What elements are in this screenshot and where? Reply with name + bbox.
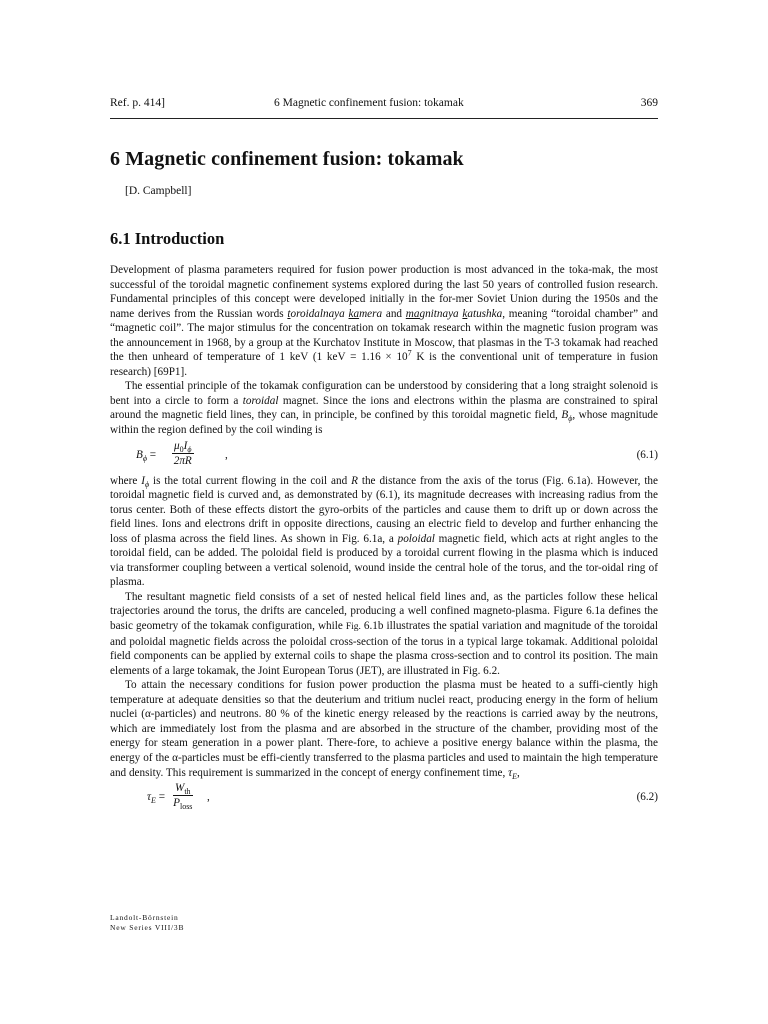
equals-sign: = [146, 448, 157, 461]
paragraph-5 [110, 678, 658, 780]
math-subscript: E [151, 796, 156, 806]
fraction-denominator: 2πR [173, 454, 192, 467]
publisher-footer [110, 913, 184, 932]
paragraph-3 [110, 474, 658, 590]
underlined-letters: t [287, 307, 291, 320]
text-run: gnitnaya [419, 307, 463, 320]
math-subscript: ϕ [144, 479, 150, 489]
math-symbol: B [136, 448, 143, 461]
fraction-denominator [173, 796, 193, 810]
math-symbol: I [183, 439, 188, 452]
equation-lhs [136, 448, 156, 463]
body-text [110, 263, 658, 816]
underlined-letters: k [462, 307, 468, 320]
paragraph-2 [110, 379, 658, 437]
fraction-numerator [172, 440, 194, 454]
math-symbol: P [173, 797, 180, 810]
equation-6-2 [110, 780, 658, 816]
russian-word-magnitnaya-katushka [406, 308, 502, 320]
text-run: The essential principle of the tokamak configuration can be understood by considering that a long straight solenoid is bent into a circle to form a [110, 380, 658, 407]
equation-fraction [173, 782, 193, 810]
text-run: K is the conventional unit of temperature in fusion research) [69P1]. [110, 351, 658, 378]
section-title: 6.1 Introduction [110, 229, 225, 248]
text-run: atushka [467, 307, 503, 320]
math-subscript: loss [179, 802, 193, 812]
header-chapter-title: 6 Magnetic confinement fusion: tokamak [274, 97, 464, 109]
text-run: , whose magnitude within the region defined by the coil winding is [110, 409, 658, 437]
text-run: The resultant magnetic field consists of a set of nested helical field lines and, as the particles follow these helical trajectories around the torus, the drifts are canceled, producing a well confined magneto-plasma. Figure 6.1a defines the basic geometry of the tokamak configuration, while [110, 590, 658, 633]
text-run: To attain the necessary conditions for fusion power production the plasma must be heated to a suffi-ciently high temperature at adequate densities so that the deuterium and tritium nuclei react, producing energy in the form of helium nuclei (α-particles) and neutrons. 80 % of the kinetic energy released by the reactions is carried away by the neutrons, which are immediately lost from the plasma and are absorbed in the structure of the chamber, providing most of the energy for steam generation in a power plant. There-fore, to achieve a positive energy balance within the plasma, the energy of the α-particles must be effi-ciently transferred to the plasma particles and used to maintain the high temperature and density. This requirement is summarized in the concept of energy confinement time, [110, 679, 658, 779]
equals-sign: = [155, 791, 166, 804]
page-number: 369 [640, 97, 658, 109]
math-subscript: ϕ [187, 444, 192, 454]
chapter-author: [D. Campbell] [125, 185, 192, 197]
text-run: oroidalnaya [290, 307, 349, 320]
text-run: the distance from the axis of the torus (Fig. 6.1a). However, the toroidal magnetic field is curved and, as demonstrated by (6.1), its magnitude decreases with increasing radius from the torus center. Both of these effects distort the gyro-orbits of the particles and cause them to drift up or down across the field lines. Ions and electrons drift in opposite directions, causing an electric field to develop and further enhancing the loss of plasma across the field lines. As shown in Fig. 6.1a, a [110, 474, 658, 545]
equation-comma: , [225, 448, 228, 461]
math-symbol: τ [147, 791, 152, 804]
chapter-title: 6 Magnetic confinement fusion: tokamak [110, 148, 464, 170]
text-run: is the total current flowing in the coil and [149, 474, 352, 487]
running-header [110, 97, 658, 113]
text-run: where [110, 474, 142, 487]
paragraph-4 [110, 590, 658, 678]
equation-number: (6.1) [636, 448, 658, 461]
header-rule [110, 118, 658, 119]
russian-word-toroidalnaya-kamera [287, 308, 382, 320]
underlined-letters: ma [405, 307, 420, 320]
underlined-letters: ka [348, 307, 360, 320]
math-symbol: W [175, 782, 185, 795]
fraction-numerator [173, 782, 193, 796]
text-run: , meaning “toroidal chamber” and “magnetic coil”. The major stimulus for the concentration on tokamak research within the magnetic fusion program was the announcement in 1968, by a group at the Kurchatov Institute in Moscow, that plasmas in the T-3 tokamak had reached the then unheard of temperature of 1 keV (1 keV = 1.16 × 10 [110, 307, 659, 364]
math-subscript: ϕ [142, 453, 147, 463]
equation-fraction [172, 440, 194, 468]
text-run: and [382, 307, 406, 320]
math-subscript: th [184, 787, 191, 797]
text-run: magnet. Since the ions and electrons within the plasma are constrained to spiral around the magnetic field lines, they can, in principle, be confined by this toroidal magnetic field, [110, 394, 658, 422]
text-run: magnetic field, which acts at right angles to the toroidal field, can be added. The poloidal field is produced by a toroidal current flowing in the plasma which is induced via transformer coupling between a vertical solenoid, wound inside the central hole of the torus, and the tor-oidal ring of plasma. [110, 532, 658, 589]
math-subscript: 0 [179, 444, 184, 454]
figure-reference-small: Fig. [345, 622, 361, 633]
italic-term: toroidal [242, 394, 279, 407]
italic-term: poloidal [397, 532, 435, 545]
text-run: , [517, 766, 520, 779]
equation-number: (6.2) [636, 791, 658, 804]
equation-lhs [147, 790, 165, 805]
math-symbol: R [351, 474, 358, 487]
math-symbol: B [561, 409, 569, 422]
equation-6-1 [110, 438, 658, 474]
footer-line-2: New Series VIII/3B [110, 922, 185, 932]
equation-comma: , [207, 791, 210, 804]
footer-line-1: Landolt-Börnstein [110, 913, 179, 922]
math-symbol: τ [508, 766, 513, 779]
paragraph-1 [110, 263, 658, 379]
text-run: mera [359, 307, 383, 320]
header-reference: Ref. p. 414] [110, 97, 165, 109]
text-run: Development of plasma parameters required for fusion power production is most advanced in the toka-mak, the most successful of the toroidal magnetic confinement systems explored during the last 50 years of controlled fusion research. Fundamental principles of this concept were developed initially in the for-mer Soviet Union during the 1950s and the name derives from the Russian words [110, 264, 658, 320]
math-subscript: E [512, 771, 517, 781]
math-subscript: ϕ [568, 414, 573, 424]
math-symbol: μ [174, 439, 180, 452]
exponent: 7 [407, 348, 412, 358]
math-symbol: I [141, 474, 145, 487]
text-run: 6.1b illustrates the spatial variation and magnitude of the toroidal and poloidal magnetic fields across the poloidal cross-section of the torus in a typical large tokamak. Additional poloidal field components can be applied by external coils to shape the plasma cross-section and to control its position. The main elements of a large tokamak, the Joint European Torus (JET), are illustrated in Fig. 6.2. [110, 620, 658, 677]
